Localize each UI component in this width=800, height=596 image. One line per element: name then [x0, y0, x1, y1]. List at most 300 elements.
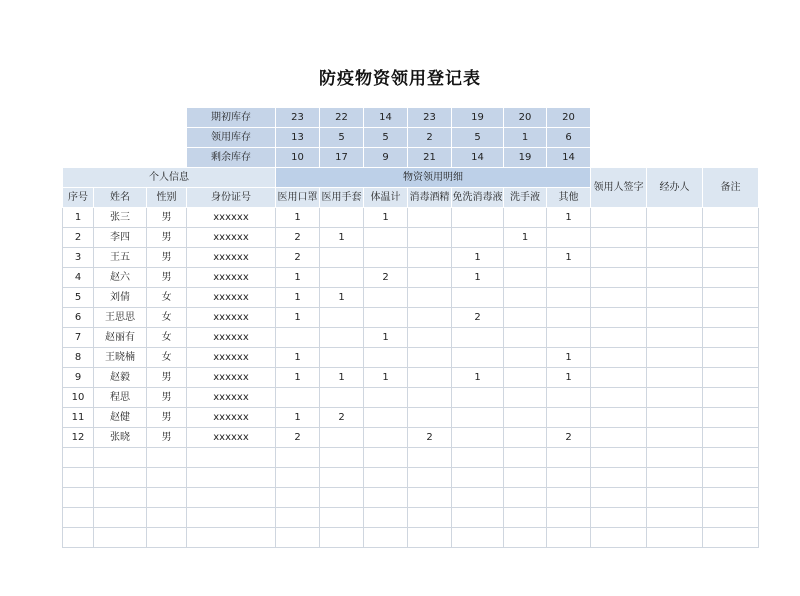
row-gender: 男: [147, 368, 187, 388]
row-item-qty: [408, 248, 452, 268]
column-header: 免洗消毒液: [452, 188, 504, 208]
row-item-qty: 1: [452, 248, 504, 268]
empty-cell: [276, 488, 320, 508]
row-gender: 男: [147, 428, 187, 448]
row-empty-cell: [591, 288, 647, 308]
empty-cell: [408, 468, 452, 488]
row-empty-cell: [591, 328, 647, 348]
row-empty-cell: [647, 248, 703, 268]
row-item-qty: [547, 408, 591, 428]
inventory-value: 20: [547, 108, 591, 128]
row-item-qty: 1: [547, 208, 591, 228]
table-row: [63, 408, 759, 428]
row-item-qty: 1: [276, 368, 320, 388]
row-item-qty: [408, 348, 452, 368]
row-empty-cell: [591, 408, 647, 428]
empty-cell: [547, 468, 591, 488]
table-row: [63, 368, 759, 388]
row-gender: 女: [147, 288, 187, 308]
empty-cell: [647, 468, 703, 488]
empty-cell: [94, 448, 147, 468]
row-item-qty: [408, 288, 452, 308]
row-gender: 女: [147, 328, 187, 348]
empty-cell: [504, 488, 547, 508]
empty-cell: [364, 528, 408, 548]
row-empty-cell: [703, 228, 759, 248]
row-id-number: xxxxxx: [187, 268, 276, 288]
empty-row: [63, 528, 759, 548]
row-item-qty: 1: [452, 268, 504, 288]
inventory-row: [63, 108, 759, 128]
row-name: 刘倩: [94, 288, 147, 308]
row-empty-cell: [703, 388, 759, 408]
row-item-qty: [547, 328, 591, 348]
row-name: 赵丽有: [94, 328, 147, 348]
blank-cell: [591, 148, 759, 168]
row-item-qty: [364, 308, 408, 328]
blank-cell: [591, 108, 759, 128]
row-empty-cell: [703, 348, 759, 368]
column-header: 其他: [547, 188, 591, 208]
empty-row: [63, 468, 759, 488]
empty-cell: [187, 488, 276, 508]
row-item-qty: 1: [452, 368, 504, 388]
row-id-number: xxxxxx: [187, 288, 276, 308]
row-name: 张晓: [94, 428, 147, 448]
row-item-qty: [452, 228, 504, 248]
inventory-value: 6: [547, 128, 591, 148]
row-item-qty: [504, 328, 547, 348]
empty-cell: [408, 528, 452, 548]
row-item-qty: [504, 268, 547, 288]
inventory-row: [63, 148, 759, 168]
row-item-qty: 1: [504, 228, 547, 248]
inventory-value: 14: [547, 148, 591, 168]
column-header: 经办人: [647, 168, 703, 208]
group-header-supplies: 物资领用明细: [276, 168, 591, 188]
row-item-qty: [276, 388, 320, 408]
row-item-qty: [504, 308, 547, 328]
empty-cell: [276, 508, 320, 528]
row-gender: 男: [147, 208, 187, 228]
column-header: 领用人签字: [591, 168, 647, 208]
row-item-qty: [452, 288, 504, 308]
row-empty-cell: [703, 328, 759, 348]
row-name: 王五: [94, 248, 147, 268]
inventory-value: 17: [320, 148, 364, 168]
table-row: [63, 228, 759, 248]
row-item-qty: [320, 328, 364, 348]
row-item-qty: [408, 268, 452, 288]
registration-table: [62, 107, 759, 548]
empty-cell: [703, 528, 759, 548]
row-item-qty: [408, 208, 452, 228]
row-gender: 男: [147, 228, 187, 248]
row-item-qty: [408, 408, 452, 428]
inventory-value: 10: [276, 148, 320, 168]
inventory-value: 14: [364, 108, 408, 128]
row-empty-cell: [647, 288, 703, 308]
inventory-label: 期初库存: [187, 108, 276, 128]
row-item-qty: 1: [276, 208, 320, 228]
inventory-value: 20: [504, 108, 547, 128]
inventory-row: [63, 128, 759, 148]
empty-cell: [187, 468, 276, 488]
row-item-qty: [320, 308, 364, 328]
row-item-qty: 1: [547, 368, 591, 388]
row-item-qty: [547, 388, 591, 408]
empty-cell: [147, 508, 187, 528]
row-item-qty: [320, 208, 364, 228]
group-header-row: [63, 168, 759, 188]
inventory-value: 21: [408, 148, 452, 168]
empty-cell: [408, 448, 452, 468]
empty-cell: [320, 468, 364, 488]
row-empty-cell: [647, 428, 703, 448]
row-id-number: xxxxxx: [187, 228, 276, 248]
row-empty-cell: [703, 428, 759, 448]
inventory-value: 2: [408, 128, 452, 148]
empty-row: [63, 448, 759, 468]
row-item-qty: [547, 308, 591, 328]
column-header: 消毒酒精: [408, 188, 452, 208]
row-empty-cell: [591, 248, 647, 268]
empty-cell: [276, 528, 320, 548]
empty-cell: [591, 528, 647, 548]
row-gender: 男: [147, 248, 187, 268]
row-empty-cell: [647, 268, 703, 288]
row-empty-cell: [647, 228, 703, 248]
row-name: 张三: [94, 208, 147, 228]
empty-cell: [408, 508, 452, 528]
row-number: 7: [63, 328, 94, 348]
row-item-qty: [452, 428, 504, 448]
empty-cell: [63, 468, 94, 488]
empty-cell: [364, 448, 408, 468]
row-empty-cell: [703, 268, 759, 288]
row-empty-cell: [591, 368, 647, 388]
page-title: 防疫物资领用登记表: [319, 69, 481, 89]
row-item-qty: 1: [276, 308, 320, 328]
row-item-qty: [452, 348, 504, 368]
blank-cell: [591, 128, 759, 148]
table-row: [63, 388, 759, 408]
row-item-qty: [504, 428, 547, 448]
empty-cell: [647, 508, 703, 528]
row-item-qty: [408, 308, 452, 328]
inventory-value: 5: [320, 128, 364, 148]
inventory-value: 22: [320, 108, 364, 128]
column-header: 医用手套: [320, 188, 364, 208]
row-item-qty: 1: [364, 328, 408, 348]
empty-cell: [452, 448, 504, 468]
row-item-qty: [452, 408, 504, 428]
empty-cell: [452, 468, 504, 488]
empty-cell: [94, 508, 147, 528]
row-name: 程思: [94, 388, 147, 408]
row-item-qty: [504, 348, 547, 368]
empty-cell: [63, 508, 94, 528]
row-number: 9: [63, 368, 94, 388]
empty-row: [63, 508, 759, 528]
row-item-qty: [364, 228, 408, 248]
row-item-qty: 1: [364, 208, 408, 228]
empty-cell: [647, 528, 703, 548]
row-name: 李四: [94, 228, 147, 248]
row-id-number: xxxxxx: [187, 408, 276, 428]
column-header: 医用口罩: [276, 188, 320, 208]
row-number: 5: [63, 288, 94, 308]
empty-cell: [320, 508, 364, 528]
row-item-qty: [364, 288, 408, 308]
row-name: 赵健: [94, 408, 147, 428]
row-id-number: xxxxxx: [187, 368, 276, 388]
row-item-qty: 2: [276, 428, 320, 448]
column-header: 性别: [147, 188, 187, 208]
empty-cell: [94, 528, 147, 548]
empty-cell: [591, 508, 647, 528]
row-empty-cell: [703, 208, 759, 228]
row-item-qty: [504, 248, 547, 268]
row-item-qty: [504, 368, 547, 388]
row-empty-cell: [591, 428, 647, 448]
empty-cell: [94, 468, 147, 488]
row-name: 王晓楠: [94, 348, 147, 368]
group-header-personal: 个人信息: [63, 168, 276, 188]
empty-cell: [147, 468, 187, 488]
row-gender: 女: [147, 308, 187, 328]
row-item-qty: [504, 288, 547, 308]
row-item-qty: 1: [276, 268, 320, 288]
row-id-number: xxxxxx: [187, 208, 276, 228]
row-id-number: xxxxxx: [187, 428, 276, 448]
row-name: 赵毅: [94, 368, 147, 388]
empty-row: [63, 488, 759, 508]
row-item-qty: [320, 248, 364, 268]
row-item-qty: 2: [408, 428, 452, 448]
empty-cell: [591, 488, 647, 508]
row-item-qty: 2: [452, 308, 504, 328]
row-empty-cell: [647, 208, 703, 228]
empty-cell: [147, 488, 187, 508]
row-item-qty: [504, 208, 547, 228]
empty-cell: [504, 468, 547, 488]
empty-cell: [63, 448, 94, 468]
row-item-qty: [408, 388, 452, 408]
row-item-qty: 2: [276, 248, 320, 268]
row-item-qty: [547, 228, 591, 248]
inventory-label: 剩余库存: [187, 148, 276, 168]
row-item-qty: [276, 328, 320, 348]
empty-cell: [187, 448, 276, 468]
empty-cell: [547, 448, 591, 468]
row-number: 8: [63, 348, 94, 368]
empty-cell: [452, 528, 504, 548]
empty-cell: [452, 508, 504, 528]
blank-cell: [63, 148, 187, 168]
row-item-qty: [364, 388, 408, 408]
row-item-qty: [364, 428, 408, 448]
inventory-value: 9: [364, 148, 408, 168]
table-row: [63, 328, 759, 348]
inventory-value: 1: [504, 128, 547, 148]
row-item-qty: [504, 388, 547, 408]
row-number: 6: [63, 308, 94, 328]
row-number: 12: [63, 428, 94, 448]
row-item-qty: [452, 388, 504, 408]
empty-cell: [504, 448, 547, 468]
empty-cell: [591, 468, 647, 488]
row-item-qty: 1: [276, 348, 320, 368]
column-header: 姓名: [94, 188, 147, 208]
row-item-qty: [504, 408, 547, 428]
row-empty-cell: [647, 328, 703, 348]
blank-cell: [63, 108, 187, 128]
empty-cell: [187, 508, 276, 528]
row-item-qty: 1: [547, 348, 591, 368]
row-item-qty: 2: [547, 428, 591, 448]
row-item-qty: [364, 408, 408, 428]
inventory-value: 13: [276, 128, 320, 148]
row-item-qty: 2: [276, 228, 320, 248]
empty-cell: [703, 488, 759, 508]
empty-cell: [63, 528, 94, 548]
row-empty-cell: [591, 268, 647, 288]
row-gender: 男: [147, 408, 187, 428]
row-empty-cell: [591, 348, 647, 368]
row-name: 王思思: [94, 308, 147, 328]
row-number: 1: [63, 208, 94, 228]
row-gender: 男: [147, 268, 187, 288]
row-item-qty: [320, 268, 364, 288]
row-item-qty: 2: [320, 408, 364, 428]
row-item-qty: [364, 248, 408, 268]
empty-cell: [187, 528, 276, 548]
column-header: 身份证号: [187, 188, 276, 208]
column-header: 序号: [63, 188, 94, 208]
row-item-qty: [320, 348, 364, 368]
row-item-qty: [547, 288, 591, 308]
table-row: [63, 428, 759, 448]
empty-cell: [547, 488, 591, 508]
inventory-value: 19: [452, 108, 504, 128]
row-empty-cell: [591, 388, 647, 408]
row-item-qty: [408, 368, 452, 388]
row-item-qty: 1: [320, 288, 364, 308]
empty-cell: [320, 528, 364, 548]
empty-cell: [703, 448, 759, 468]
row-id-number: xxxxxx: [187, 308, 276, 328]
row-empty-cell: [703, 308, 759, 328]
row-number: 10: [63, 388, 94, 408]
empty-cell: [364, 488, 408, 508]
row-empty-cell: [703, 408, 759, 428]
row-item-qty: [408, 328, 452, 348]
row-id-number: xxxxxx: [187, 248, 276, 268]
table-row: [63, 308, 759, 328]
empty-cell: [647, 488, 703, 508]
row-empty-cell: [647, 308, 703, 328]
inventory-label: 领用库存: [187, 128, 276, 148]
table-row: [63, 268, 759, 288]
empty-cell: [320, 488, 364, 508]
row-empty-cell: [647, 348, 703, 368]
row-empty-cell: [703, 368, 759, 388]
row-empty-cell: [647, 408, 703, 428]
empty-cell: [547, 528, 591, 548]
empty-cell: [63, 488, 94, 508]
row-empty-cell: [591, 228, 647, 248]
empty-cell: [147, 528, 187, 548]
empty-cell: [276, 468, 320, 488]
row-item-qty: [547, 268, 591, 288]
row-empty-cell: [647, 368, 703, 388]
row-gender: 男: [147, 388, 187, 408]
table-row: [63, 208, 759, 228]
row-item-qty: [364, 348, 408, 368]
row-empty-cell: [647, 388, 703, 408]
inventory-value: 5: [452, 128, 504, 148]
row-number: 3: [63, 248, 94, 268]
row-number: 11: [63, 408, 94, 428]
inventory-value: 23: [276, 108, 320, 128]
row-item-qty: [408, 228, 452, 248]
table-row: [63, 348, 759, 368]
empty-cell: [591, 448, 647, 468]
inventory-value: 19: [504, 148, 547, 168]
empty-cell: [647, 448, 703, 468]
empty-cell: [320, 448, 364, 468]
table-row: [63, 248, 759, 268]
empty-cell: [364, 468, 408, 488]
row-item-qty: 1: [276, 288, 320, 308]
blank-cell: [63, 128, 187, 148]
empty-cell: [703, 508, 759, 528]
row-empty-cell: [591, 208, 647, 228]
row-item-qty: 2: [364, 268, 408, 288]
column-header: 体温计: [364, 188, 408, 208]
row-item-qty: 1: [320, 228, 364, 248]
row-id-number: xxxxxx: [187, 388, 276, 408]
row-id-number: xxxxxx: [187, 328, 276, 348]
table-row: [63, 288, 759, 308]
row-empty-cell: [703, 288, 759, 308]
row-item-qty: [320, 388, 364, 408]
inventory-value: 23: [408, 108, 452, 128]
column-header: 备注: [703, 168, 759, 208]
empty-cell: [504, 528, 547, 548]
row-item-qty: 1: [364, 368, 408, 388]
empty-cell: [452, 488, 504, 508]
row-number: 2: [63, 228, 94, 248]
row-item-qty: 1: [547, 248, 591, 268]
row-item-qty: 1: [276, 408, 320, 428]
inventory-value: 14: [452, 148, 504, 168]
row-empty-cell: [591, 308, 647, 328]
empty-cell: [703, 468, 759, 488]
row-empty-cell: [703, 248, 759, 268]
empty-cell: [276, 448, 320, 468]
empty-cell: [504, 508, 547, 528]
row-name: 赵六: [94, 268, 147, 288]
row-id-number: xxxxxx: [187, 348, 276, 368]
empty-cell: [547, 508, 591, 528]
column-header: 洗手液: [504, 188, 547, 208]
row-item-qty: [320, 428, 364, 448]
row-number: 4: [63, 268, 94, 288]
row-item-qty: [452, 328, 504, 348]
empty-cell: [94, 488, 147, 508]
